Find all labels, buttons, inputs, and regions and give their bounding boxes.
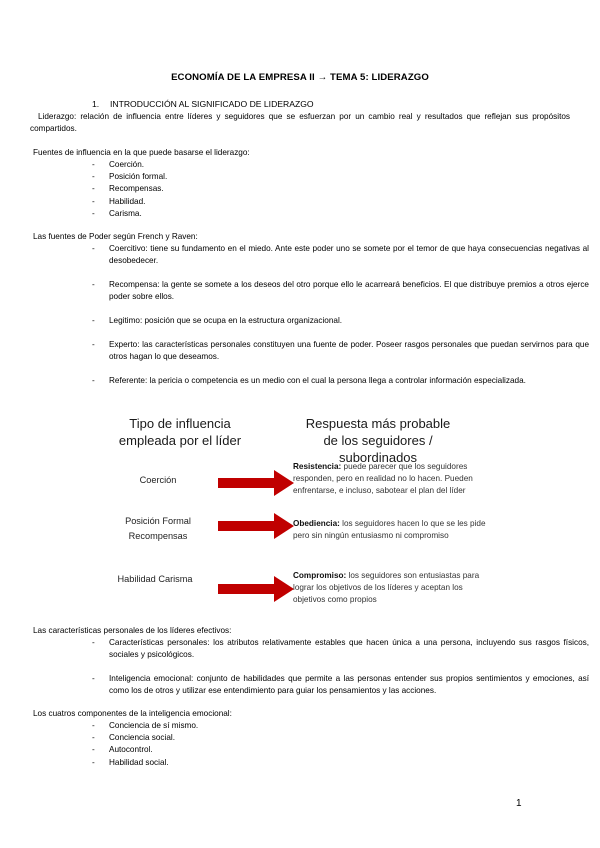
list-item: - Carisma. <box>92 208 167 220</box>
response-label: Compromiso: <box>293 571 347 580</box>
influence-response-diagram <box>0 408 600 623</box>
sources-intro: Fuentes de influencia en la que puede basarse el liderazgo: <box>33 148 250 157</box>
definition-paragraph: Liderazgo: relación de influencia entre líderes y seguidores que se esfuerzan por un cambio real y resultados que reflejan sus propósitos compartidos. <box>30 112 570 133</box>
response-label: Obediencia: <box>293 519 340 528</box>
sources-list <box>92 159 167 220</box>
influence-coercion: Coerción <box>139 475 177 485</box>
power-item-referente: - Referente: la pericia o competencia es un medio con el cual la persona llega a controlar información especializada. <box>92 375 589 387</box>
list-item: - Posición formal. <box>92 171 167 183</box>
power-item-legitimo: - Legitimo: posición que se ocupa en la estructura organizacional. <box>92 315 589 327</box>
response-text: los seguidores hacen lo que se les pide pero sin ningún entusiasmo ni compromiso <box>293 519 486 540</box>
list-item: - Habilidad. <box>92 196 167 208</box>
document-title: ECONOMÍA DE LA EMPRESA II → TEMA 5: LIDERAZGO <box>171 72 429 83</box>
list-item: - Conciencia social. <box>92 732 198 744</box>
list-item: - Recompensas. <box>92 183 167 195</box>
section-heading <box>92 99 314 109</box>
ei-intro: Los cuatros componentes de la inteligencia emocional: <box>33 709 232 718</box>
ei-components-list <box>92 720 198 769</box>
arrow-right-icon <box>218 576 294 602</box>
trait-item: - Inteligencia emocional: conjunto de habilidades que permite a las personas entender sus propios sentimientos y emociones, así como los de otros y utilizar ese entendimiento para guiar los pensamientos y las acciones. <box>92 673 589 697</box>
list-item: - Coerción. <box>92 159 167 171</box>
list-item: - Autocontrol. <box>92 744 198 756</box>
response-label: Resistencia: <box>293 462 342 471</box>
section-number: 1. <box>92 99 100 109</box>
response-text: puede parecer que los seguidores responden, pero en realidad no lo hacen. Pueden enfrentarse, e incluso, sabotear el plan del líder <box>293 462 473 495</box>
arrow-right-icon <box>218 470 294 496</box>
diagram-left-header: Tipo de influencia empleada por el líder <box>118 416 242 448</box>
traits-intro: Las características personales de los líderes efectivos: <box>33 626 232 635</box>
diagram-right-header: Respuesta más probable de los seguidores / subordinados <box>305 416 451 465</box>
power-item-recompensa: - Recompensa: la gente se somete a los deseos del otro porque ello le acarreará beneficios. El que distribuye premios a otros ejerce poder sobre ellos. <box>92 279 589 303</box>
response-compromiso <box>293 570 488 606</box>
response-resistencia <box>293 461 493 497</box>
list-item: - Conciencia de sí mismo. <box>92 720 198 732</box>
page-number: 1 <box>516 798 522 809</box>
power-item-coercitivo: - Coercitivo: tiene su fundamento en el miedo. Ante este poder uno se somete por el temor de que haya consecuencias negativas al desobedecer. <box>92 243 589 267</box>
influence-posicion-recompensas: Posición Formal Recompensas <box>125 516 191 541</box>
section-title: INTRODUCCIÓN AL SIGNIFICADO DE LIDERAZGO <box>110 99 314 109</box>
french-raven-intro: Las fuentes de Poder según French y Raven: <box>33 232 198 241</box>
response-text: los seguidores son entusiastas para lograr los objetivos de los líderes y aceptan los objetivos como propios <box>293 571 480 604</box>
response-obediencia <box>293 518 493 542</box>
influence-habilidad-carisma: Habilidad Carisma <box>117 574 193 584</box>
trait-item: - Características personales: los atributos relativamente estables que hacen única a una persona, incluyendo sus rasgos físicos, sociales y psicológicos. <box>92 637 589 661</box>
arrow-right-icon <box>218 513 294 539</box>
list-item: - Habilidad social. <box>92 757 198 769</box>
power-item-experto: - Experto: las características personales constituyen una fuente de poder. Poseer rasgos personales que puedan servirnos para que otros hagan lo que deseamos. <box>92 339 589 363</box>
